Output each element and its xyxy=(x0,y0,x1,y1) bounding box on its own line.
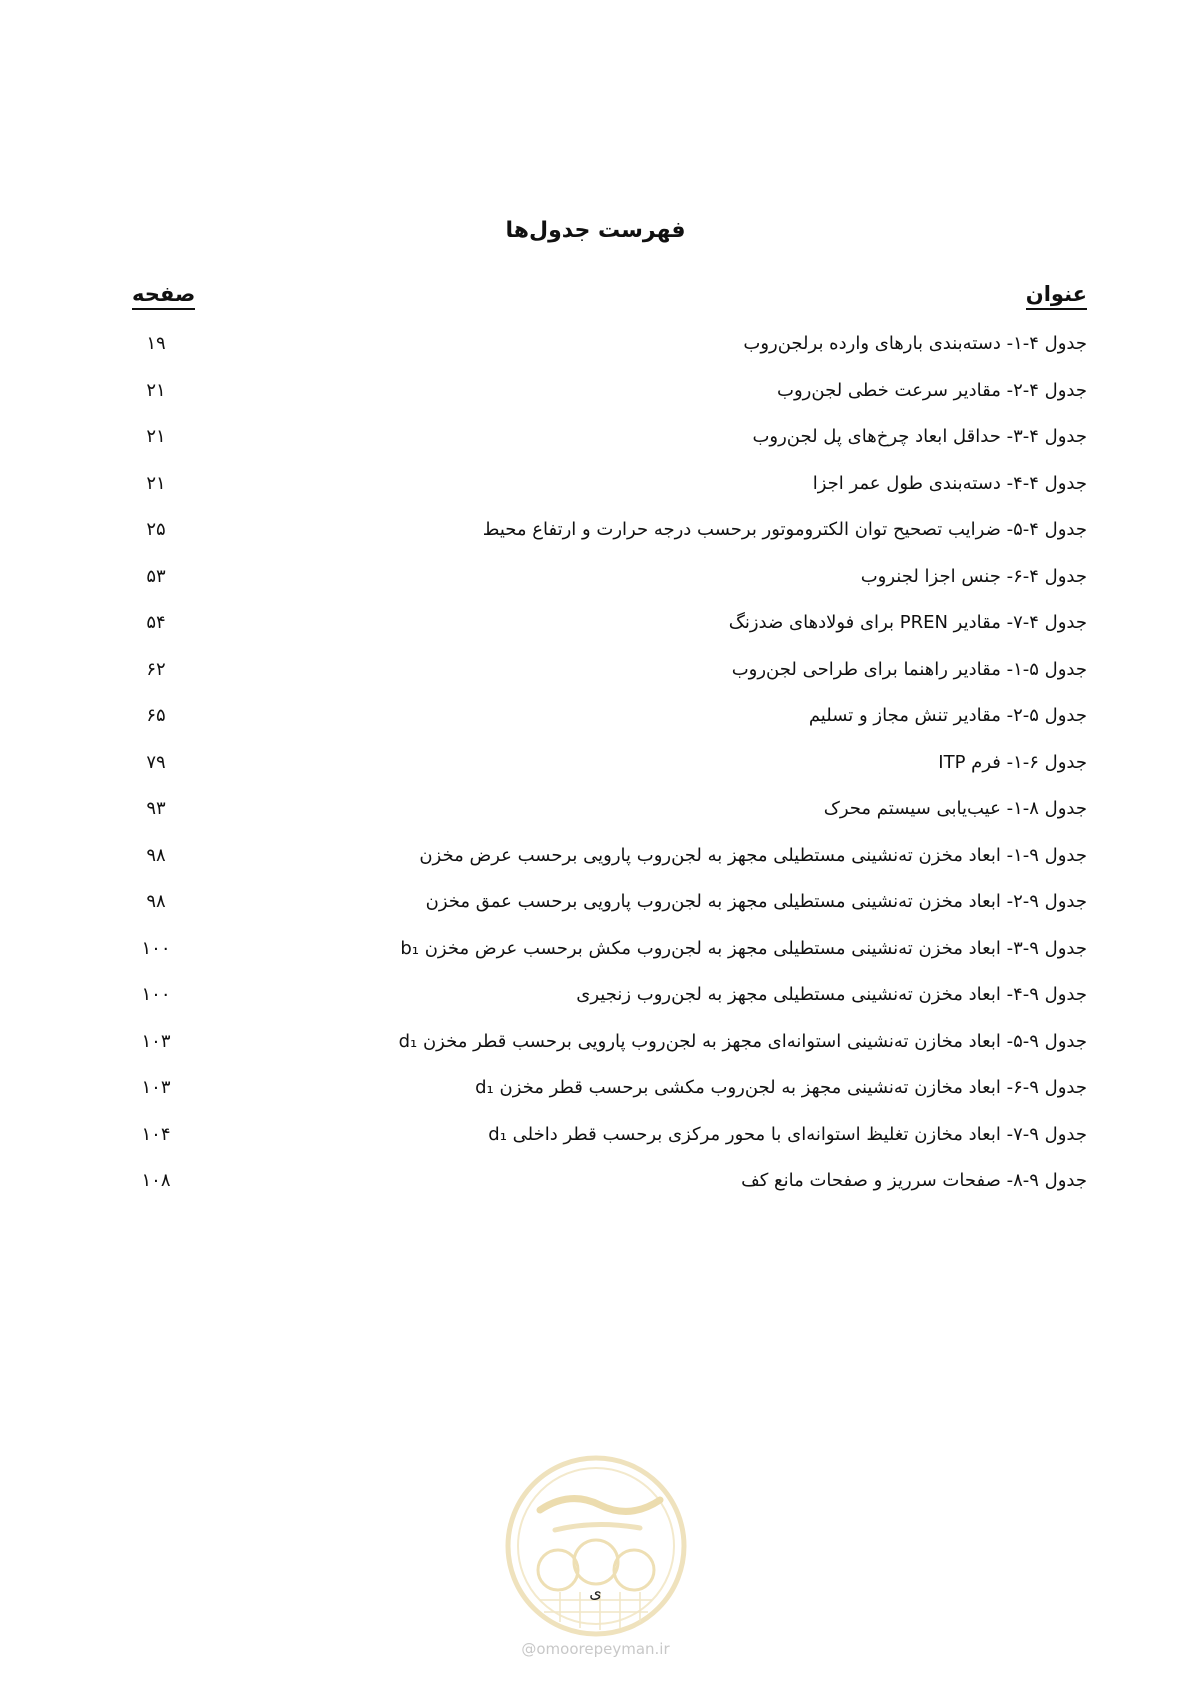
toc-row[interactable] xyxy=(132,612,1087,659)
toc-entry-page: ۱۹ xyxy=(146,333,166,354)
toc-row[interactable] xyxy=(132,380,1087,427)
toc-entry-page: ۲۵ xyxy=(146,519,166,540)
toc-row[interactable] xyxy=(132,1077,1087,1124)
toc-row[interactable] xyxy=(132,752,1087,799)
toc-row[interactable] xyxy=(132,891,1087,938)
toc-entry-page: ۶۲ xyxy=(146,658,166,680)
toc-entry-label: جدول ۴-۵- ضرایب تصحیح توان الکتروموتور برحسب درجه حرارت و ارتفاع محیط xyxy=(482,519,1087,540)
toc-entry-label: جدول ۴-۷- مقادیر PREN برای فولادهای ضدزنگ xyxy=(728,612,1087,633)
column-page-header: صفحه xyxy=(132,282,195,310)
toc-entry-label: جدول ۹-۸- صفحات سرریز و صفحات مانع کف xyxy=(741,1170,1087,1191)
toc-entry-label: جدول ۴-۳- حداقل ابعاد چرخ‌های پل لجن‌روب xyxy=(752,426,1087,447)
toc-row[interactable] xyxy=(132,984,1087,1031)
toc-entry-page: ۱۰۸ xyxy=(141,1170,171,1191)
toc-header xyxy=(132,282,1087,314)
watermark-text: @omoorepeyman.ir xyxy=(521,1640,670,1658)
page-title: فهرست جدول‌ها xyxy=(505,218,686,243)
toc-list xyxy=(132,333,1087,1217)
toc-entry-label: جدول ۹-۷- ابعاد مخازن تغلیظ استوانه‌ای با محور مرکزی برحسب قطر داخلی d₁ xyxy=(488,1123,1087,1145)
toc-entry-label: جدول ۴-۱- دسته‌بندی بارهای وارده برلجن‌روب xyxy=(743,333,1087,354)
toc-row[interactable] xyxy=(132,473,1087,520)
toc-entry-label: جدول ۴-۲- مقادیر سرعت خطی لجن‌روب xyxy=(777,379,1087,401)
page-number: ی xyxy=(589,1583,602,1602)
toc-entry-page: ۲۱ xyxy=(146,472,166,494)
toc-row[interactable] xyxy=(132,566,1087,613)
toc-entry-page: ۲۱ xyxy=(146,379,166,401)
toc-entry-page: ۱۰۰ xyxy=(141,937,171,959)
publisher-seal xyxy=(500,1450,692,1642)
toc-entry-page: ۲۱ xyxy=(146,426,166,447)
toc-entry-label: جدول ۹-۳- ابعاد مخزن ته‌نشینی مستطیلی مجهز به لجن‌روب مکش برحسب عرض مخزن b₁ xyxy=(400,937,1087,959)
toc-entry-label: جدول ۴-۴- دسته‌بندی طول عمر اجزا xyxy=(812,472,1087,494)
toc-entry-label: جدول ۵-۱- مقادیر راهنما برای طراحی لجن‌روب xyxy=(731,658,1087,680)
toc-entry-label: جدول ۵-۲- مقادیر تنش مجاز و تسلیم xyxy=(808,705,1087,726)
toc-entry-label: جدول ۶-۱- فرم ITP xyxy=(938,751,1087,773)
column-title-header: عنوان xyxy=(1026,282,1087,310)
toc-entry-label: جدول ۹-۶- ابعاد مخازن ته‌نشینی مجهز به لجن‌روب مکشی برحسب قطر مخزن d₁ xyxy=(475,1077,1087,1098)
toc-row[interactable] xyxy=(132,1031,1087,1078)
toc-entry-page: ۱۰۳ xyxy=(141,1077,171,1098)
toc-row[interactable] xyxy=(132,426,1087,473)
toc-entry-page: ۵۴ xyxy=(146,612,166,633)
toc-entry-page: ۶۵ xyxy=(146,705,166,726)
toc-row[interactable] xyxy=(132,798,1087,845)
toc-entry-page: ۷۹ xyxy=(146,751,166,773)
toc-row[interactable] xyxy=(132,845,1087,892)
toc-entry-label: جدول ۴-۶- جنس اجزا لجنروب xyxy=(860,565,1087,587)
toc-row[interactable] xyxy=(132,519,1087,566)
seal-logo-icon xyxy=(500,1450,692,1642)
toc-entry-page: ۹۳ xyxy=(146,798,166,819)
toc-entry-page: ۹۸ xyxy=(146,844,166,866)
toc-entry-label: جدول ۹-۱- ابعاد مخزن ته‌نشینی مستطیلی مجهز به لجن‌روب پارویی برحسب عرض مخزن xyxy=(419,844,1087,866)
toc-row[interactable] xyxy=(132,659,1087,706)
toc-entry-page: ۱۰۰ xyxy=(141,984,171,1005)
toc-entry-label: جدول ۹-۴- ابعاد مخزن ته‌نشینی مستطیلی مجهز به لجن‌روب زنجیری xyxy=(576,984,1087,1005)
toc-entry-label: جدول ۹-۵- ابعاد مخازن ته‌نشینی استوانه‌ای مجهز به لجن‌روب پارویی برحسب قطر مخزن d₁ xyxy=(398,1030,1087,1052)
toc-row[interactable] xyxy=(132,1170,1087,1217)
toc-row[interactable] xyxy=(132,1124,1087,1171)
toc-row[interactable] xyxy=(132,705,1087,752)
toc-entry-page: ۱۰۴ xyxy=(141,1123,171,1145)
toc-entry-page: ۹۸ xyxy=(146,891,166,912)
toc-row[interactable] xyxy=(132,333,1087,380)
toc-entry-page: ۱۰۳ xyxy=(141,1030,171,1052)
toc-entry-label: جدول ۸-۱- عیب‌یابی سیستم محرک xyxy=(823,798,1087,819)
toc-row[interactable] xyxy=(132,938,1087,985)
toc-entry-label: جدول ۹-۲- ابعاد مخزن ته‌نشینی مستطیلی مجهز به لجن‌روب پارویی برحسب عمق مخزن xyxy=(425,891,1087,912)
toc-entry-page: ۵۳ xyxy=(146,565,166,587)
